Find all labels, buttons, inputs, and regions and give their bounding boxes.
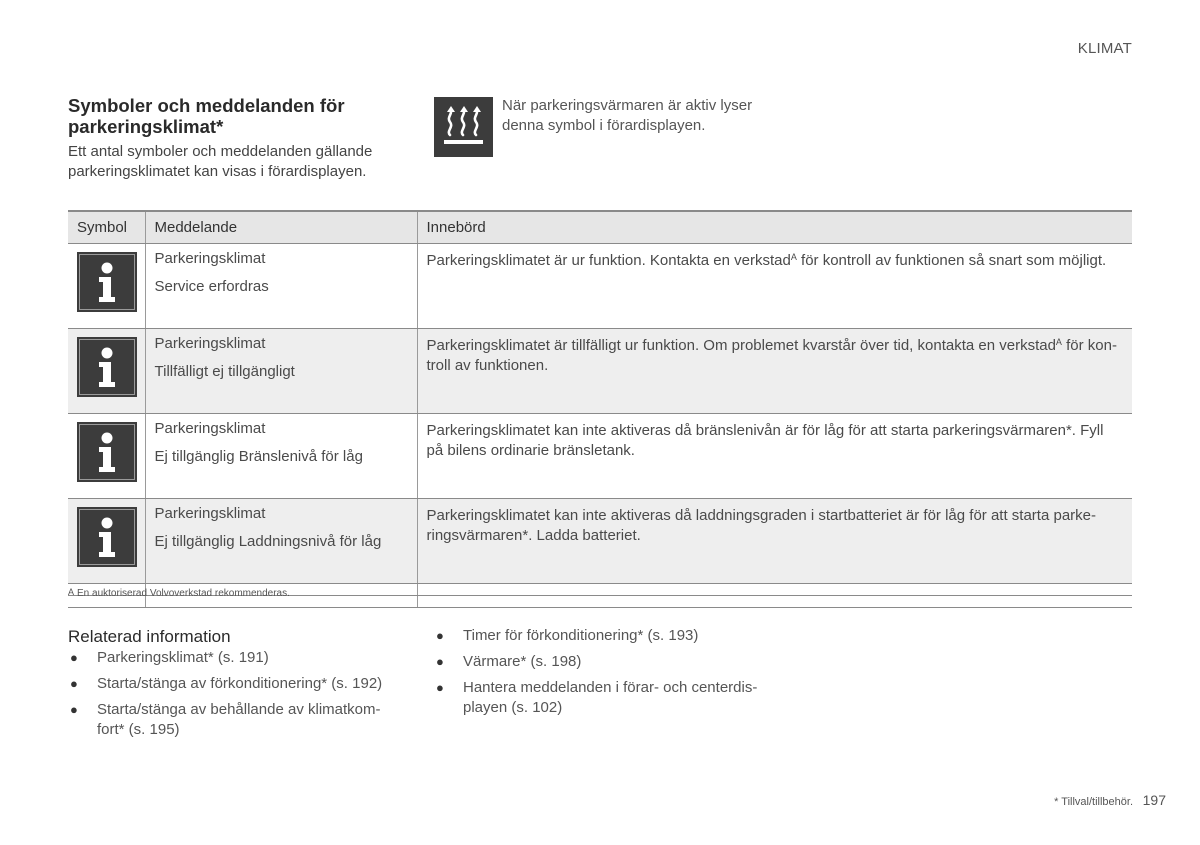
message-cell [145, 329, 417, 414]
info-icon [77, 252, 137, 312]
meaning-text: Parkeringsklimatet är ur funktion. Kontakta en verkstad [426, 252, 791, 269]
related-item[interactable] [434, 678, 774, 718]
parking-heater-icon [434, 97, 493, 157]
meaning-cell [417, 329, 1132, 414]
page-number: 197 [1142, 792, 1166, 808]
meaning-text: Parkeringsklimatet kan inte aktiveras då laddningsgraden i startbatteriet är för låg för att starta parke-ringsvärmaren*. Ladda batteriet. [426, 507, 1096, 544]
related-item-label: Starta/stänga av förkonditionering* (s. 192) [97, 675, 383, 692]
info-icon [77, 507, 137, 567]
related-item[interactable] [434, 626, 774, 646]
heater-description: När parkeringsvärmaren är aktiv lyser denna symbol i förardisplayen. [502, 97, 753, 134]
messages-table [68, 210, 1132, 608]
bullet-icon: ● [436, 628, 444, 643]
table-row [68, 499, 1132, 584]
empty-cell [417, 584, 1132, 596]
related-item-label: Starta/stänga av behållande av klimatkom-fort* (s. 195) [97, 701, 381, 738]
info-icon [77, 337, 137, 397]
related-item-label: Hantera meddelanden i förar- och centerdis-playen (s. 102) [463, 679, 758, 716]
related-heading: Relaterad information [68, 627, 231, 646]
page-heading: Symboler och meddelanden för parkeringsklimat* [68, 95, 345, 137]
meaning-text: Parkeringsklimatet är tillfälligt ur funktion. Om problemet kvarstår över tid, kontakta en verkstad [426, 337, 1056, 354]
meaning-text: Parkeringsklimatet kan inte aktiveras då bränslenivån är för låg för att starta parkeringsvärmaren*. Fyll på bilens ordinarie bränsletank. [426, 422, 1104, 459]
meaning-cell [417, 414, 1132, 499]
message-subtitle: Service erfordras [154, 278, 269, 295]
message-cell [145, 244, 417, 329]
column-header-message: Meddelande [145, 211, 417, 244]
footnote-ref: A [790, 252, 797, 262]
bullet-icon: ● [70, 702, 78, 717]
related-item-label: Timer för förkonditionering* (s. 193) [463, 627, 699, 644]
message-title: Parkeringsklimat [154, 335, 266, 352]
column-header-symbol: Symbol [68, 211, 145, 244]
empty-cell [417, 596, 1132, 608]
bullet-icon: ● [436, 680, 444, 695]
intro-text: Ett antal symboler och meddelanden gällande parkeringsklimatet kan visas i förardisplayen. [68, 143, 373, 180]
section-title: KLIMAT [1077, 40, 1132, 57]
column-header-meaning: Innebörd [417, 211, 1132, 244]
footnote [68, 588, 290, 599]
message-title: Parkeringsklimat [154, 505, 266, 522]
footnote-marker: A [68, 587, 75, 597]
footnote-text: En auktoriserad Volvoverkstad rekommenderas. [77, 588, 290, 599]
footer-note: * Tillval/tillbehör. [1054, 796, 1133, 808]
related-item[interactable] [68, 700, 398, 740]
table-row [68, 414, 1132, 499]
related-item-label: Parkeringsklimat* (s. 191) [97, 649, 269, 666]
table-row [68, 244, 1132, 329]
related-item[interactable] [434, 652, 774, 672]
symbol-cell [68, 244, 145, 329]
related-list-left [68, 648, 398, 746]
bullet-icon: ● [70, 650, 78, 665]
symbol-cell [68, 329, 145, 414]
message-cell [145, 414, 417, 499]
message-subtitle: Tillfälligt ej tillgängligt [154, 363, 295, 380]
message-subtitle: Ej tillgänglig Bränslenivå för låg [154, 448, 363, 465]
footnote-ref: A [1055, 337, 1062, 347]
message-subtitle: Ej tillgänglig Laddningsnivå för låg [154, 533, 382, 550]
related-item[interactable] [68, 648, 398, 668]
table-row [68, 329, 1132, 414]
symbol-cell [68, 414, 145, 499]
meaning-text-cont: för kontroll av funktionen så snart som möjligt. [796, 252, 1107, 269]
related-list-right [434, 626, 774, 724]
info-icon [77, 422, 137, 482]
meaning-cell [417, 499, 1132, 584]
related-item-label: Värmare* (s. 198) [463, 653, 582, 670]
bullet-icon: ● [436, 654, 444, 669]
related-item[interactable] [68, 674, 398, 694]
bullet-icon: ● [70, 676, 78, 691]
message-title: Parkeringsklimat [154, 250, 266, 267]
message-title: Parkeringsklimat [154, 420, 266, 437]
meaning-text-cont: för kon-troll av funktionen. [426, 337, 1117, 374]
message-cell [145, 499, 417, 584]
symbol-cell [68, 499, 145, 584]
meaning-cell [417, 244, 1132, 329]
